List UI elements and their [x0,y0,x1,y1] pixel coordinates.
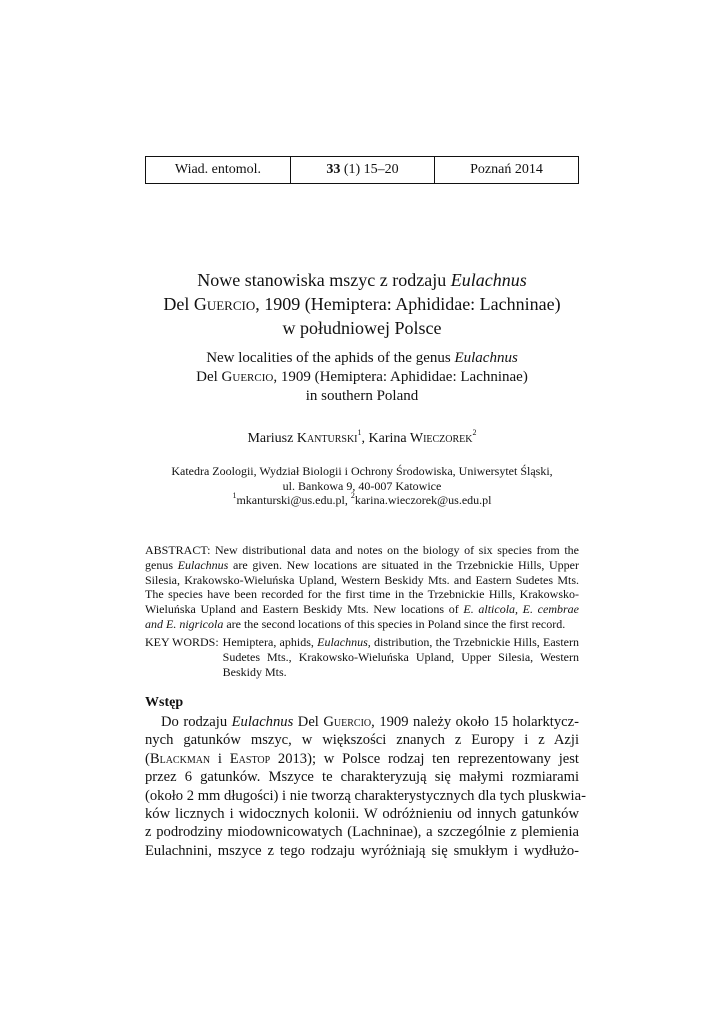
title-pl-line2: Del Guercio, 1909 (Hemiptera: Aphididae: Lachninae) [163,294,561,314]
paragraph-line: (około 2 mm długości) i nie tworzą charakterystycznych dla tych pluskwia- [145,787,586,804]
title-pl-line1: Nowe stanowiska mszyc z rodzaju Eulachnus [197,270,527,290]
section-heading: Wstęp [145,695,184,710]
paragraph-line: przez 6 gatunków. Mszyce te charakteryzują się małymi rozmiarami [145,769,579,786]
abstract: ABSTRACT: New distributional data and notes on the biology of six species from the genus Eulachnus are given. New locations are situated in the Trzebnickie Hills, Upper Silesia, Krakowsko-Wieluńska Upland, Western Beskidy Mts. and Eastern Sudetes Mts. The species have been recorded for the first time in the Trzebnickie Hills, Krakowsko-Wieluńska Upland and Eastern Beskidy Mts. New locations of E. alticola, E. cembrae and E. nigricola are the second locations of this species in Poland since the first record. [145,543,579,631]
issue-pages: (1) 15–20 [340,162,399,177]
paragraph-line: z podrodziny miodownicowatych (Lachninae), a szczególnie z plemienia [145,824,579,841]
paragraph-line: Do rodzaju Eulachnus Del Guercio, 1909 należy około 15 holarktycz- [161,714,579,730]
journal-name-cell [146,157,291,183]
title-en-line3: in southern Poland [305,388,419,404]
place-year-cell [435,157,578,183]
affiliation-line2: ul. Bankowa 9, 40-007 Katowice [282,478,442,493]
title-polish [145,268,579,340]
paragraph-line: nych gatunków mszyc, w większości znanych z Europy i z Azji [145,732,579,749]
paragraph-line: ków licznych i widocznych kolonii. W odróżnieniu od innych gatunków [145,806,579,823]
title-en-line1: New localities of the aphids of the genus Eulachnus [206,350,518,366]
title-english [145,349,579,406]
journal-name: Wiad. entomol. [174,162,262,177]
paragraph-line: Eulachnini, mszyce z tego rodzaju wyróżniają się smukłym i wydłużo- [145,842,579,859]
email-link[interactable]: karina.wieczorek@us.edu.pl [354,493,492,507]
place-year: Poznań 2014 [470,162,543,177]
title-pl-line3: w południowej Polsce [282,318,442,338]
affiliation [145,464,579,508]
keywords-list: Hemiptera, aphids, Eulachnus, distribution, the Trzebnickie Hills, Eastern Sudetes Mts., Krakowsko-Wieluńska Upland, Upper Silesia, Western Beskidy Mts. [222,635,579,679]
volume-cell [291,157,435,183]
keywords-label: KEY WORDS: [145,635,219,649]
affiliation-line1: Katedra Zoologii, Wydział Biologii i Ochrony Środowiska, Uniwersytet Śląski, [171,464,553,478]
paragraph-line: (Blackman i Eastop 2013); w Polsce rodzaj ten reprezentowany jest [145,750,579,767]
title-en-line2: Del Guercio, 1909 (Hemiptera: Aphididae: Lachninae) [196,369,528,385]
authors: Mariusz Kanturski$^1$, Karina Wieczorek$^2$ [247,428,477,446]
intro-paragraph [145,713,586,860]
journal-header-table [145,156,579,184]
keywords [145,635,579,679]
author-emails: $^1$mkanturski@us.edu.pl, $^2$karina.wieczorek@us.edu.pl [232,491,492,507]
email-link[interactable]: mkanturski@us.edu.pl, [236,493,351,507]
volume-number: 33 [326,162,341,177]
